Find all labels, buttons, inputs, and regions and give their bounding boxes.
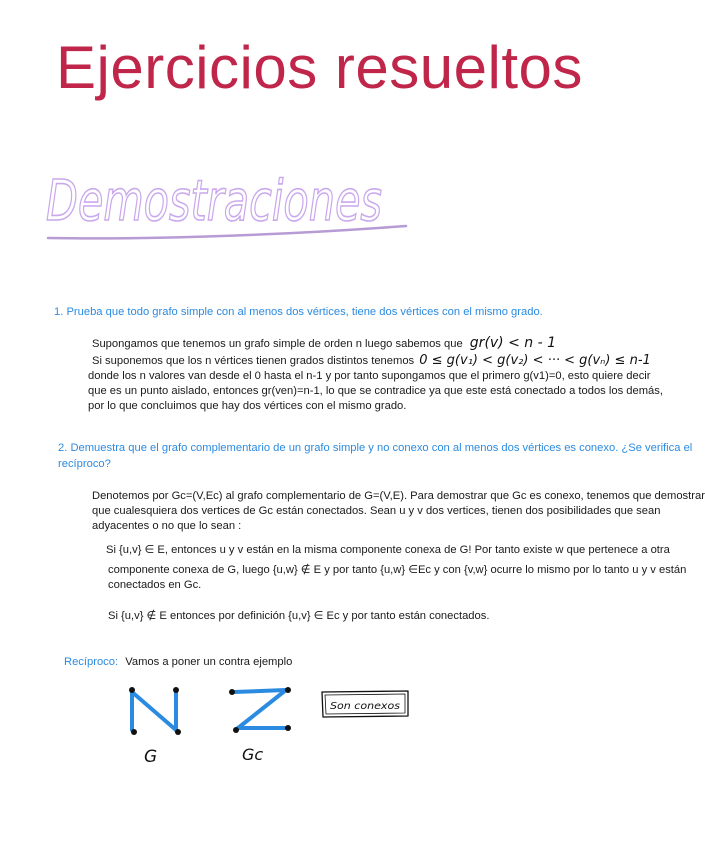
graph-gc <box>222 680 312 770</box>
q1-line-5: por lo que concluimos que hay dos vértices con el mismo grado. <box>88 400 407 412</box>
graph-gc-label: Gc <box>242 745 264 764</box>
graph-g-vertex-2 <box>173 687 179 693</box>
question-2-line-1: 2. Demuestra que el grafo complementario de un grafo simple y no conexo con al menos dos vértices es conexo. ¿Se verifica el <box>58 442 693 454</box>
son-conexos-text: Son conexos <box>330 701 400 712</box>
q2-paragraph-line-2: que cualesquiera dos vertices de Gc están conectados. Sean u y v dos vertices, tienen dos posibilidades que sean <box>92 505 661 517</box>
son-conexos-box <box>318 688 414 724</box>
q2-paragraph-line-1: Denotemos por Gc=(V,Ec) al grafo complementario de G=(V,E). Para demostrar que Gc es conexo, tenemos que demostrar <box>92 490 705 502</box>
graph-g <box>120 680 200 770</box>
question-1: 1. Prueba que todo grafo simple con al menos dos vértices, tiene dos vértices con el mismo grado. <box>54 306 543 318</box>
graph-gc-vertex-4 <box>285 725 291 731</box>
graph-g-vertex-4 <box>175 729 181 735</box>
case-2-line-1: Si {u,v} ∉ E entonces por definición {u,v} ∈ Ec y por tanto están conectados. <box>108 610 490 622</box>
graph-gc-vertex-2 <box>285 687 291 693</box>
page-title: Ejercicios resueltos <box>56 34 583 101</box>
reciproco-label: Recíproco: <box>64 656 119 668</box>
handwritten-inequality-2: 0 ≤ g(v₁) < g(v₂) < ··· < g(vₙ) ≤ n-1 <box>419 353 651 368</box>
q1-line-2: Si suponemos que los n vértices tienen grados distintos tenemos 0 ≤ g(v₁) < g(v₂) < ··· < g(vₙ) ≤ n-1 <box>92 353 651 368</box>
q1-line-4: que es un punto aislado, entonces gr(ven)=n-1, lo que se contradice ya que este está conectado a todos los demás, <box>88 385 663 397</box>
graph-gc-edge-1 <box>234 690 286 692</box>
case-1-line-2: componente conexa de G, luego {u,w} ∉ E y por tanto {u,w} ∈Ec y con {v,w} ocurre lo mismo por lo tanto u y v están <box>108 564 687 576</box>
reciproco-text: Vamos a poner un contra ejemplo <box>125 656 293 668</box>
handwritten-inequality-1: gr(v) < n - 1 <box>469 335 557 351</box>
case-1-line-3: conectados en Gc. <box>108 579 202 591</box>
graph-g-edge-2 <box>132 692 176 730</box>
question-2-line-2: recíproco? <box>58 458 111 470</box>
case-1-line-1: Si {u,v} ∈ E, entonces u y v están en la misma componente conexa de G! Por tanto existe w que pertenece a otra <box>106 544 670 556</box>
handwritten-subtitle <box>40 150 420 250</box>
graph-gc-vertex-1 <box>229 689 235 695</box>
subtitle-text: Demostraciones <box>46 169 382 234</box>
q1-line-1: Supongamos que tenemos un grafo simple de orden n luego sabemos que gr(v) < n - 1 <box>92 335 557 351</box>
graph-g-vertex-3 <box>131 729 137 735</box>
q1-line-3: donde los n valores van desde el 0 hasta el n-1 y por tanto supongamos que el primero g(v1)=0, esto quiere decir <box>88 370 651 382</box>
graph-gc-edge-2 <box>238 690 286 728</box>
graph-g-vertex-1 <box>129 687 135 693</box>
reciproco-line <box>64 654 292 670</box>
graph-gc-vertex-3 <box>233 727 239 733</box>
graph-g-label: G <box>144 747 158 767</box>
q2-paragraph-line-3: adyacentes o no que lo sean : <box>92 520 242 532</box>
